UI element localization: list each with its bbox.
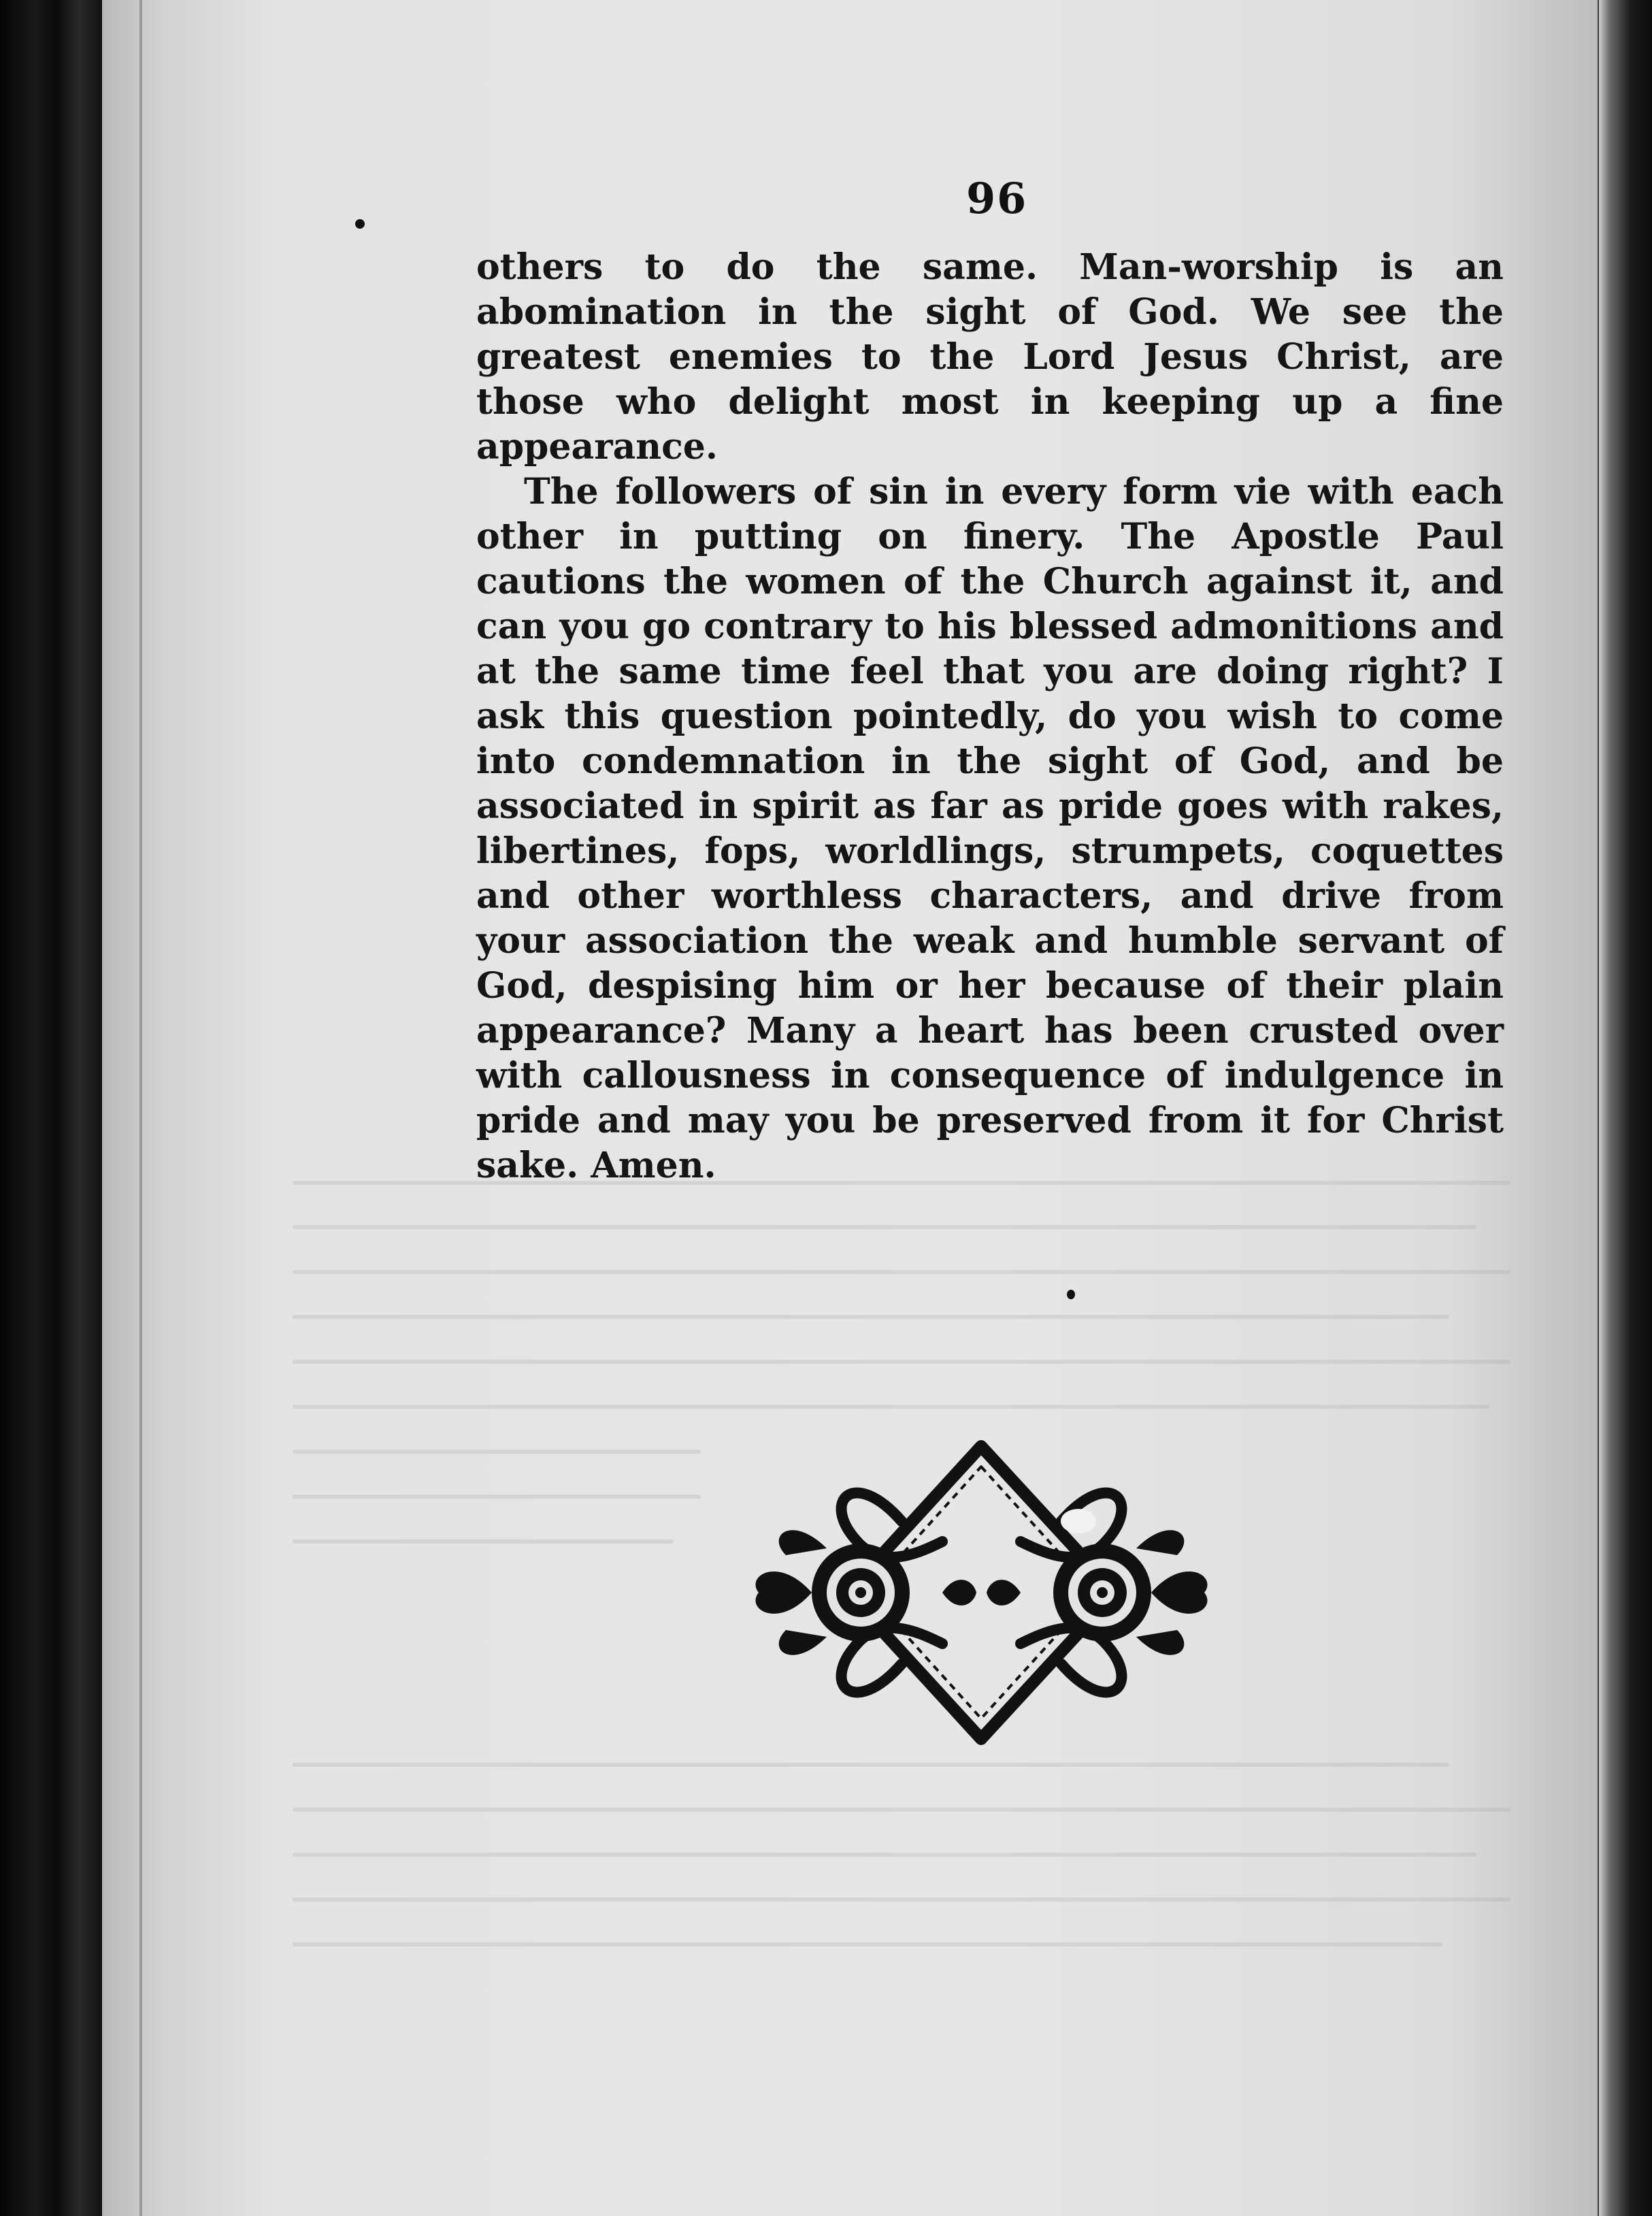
bleed-through-line: [293, 1808, 1510, 1812]
bleed-through-line: [293, 1270, 1510, 1274]
bleed-through-line: [293, 1897, 1510, 1902]
bleed-through-line: [293, 1225, 1476, 1229]
decorative-tailpiece-ornament: [738, 1439, 1225, 1746]
bleed-through-line: [293, 1763, 1449, 1767]
page-number: 96: [966, 174, 1028, 223]
bleed-through-line: [293, 1539, 674, 1544]
bleed-through-line: [293, 1942, 1442, 1946]
bleed-through-line: [293, 1495, 701, 1499]
ink-speck: [355, 219, 365, 229]
paragraph: The followers of sin in every form vie with each other in putting on finery. The Apostle Paul cautions the women of the Church against it, and can you go contrary to his blessed admonitions and at the same time feel that you are doing right? I ask this question pointedly, do you wish to come into condemnation in the sight of God, and be associated in spirit as far as pride goes with rakes, libertines, fops, worldlings, strumpets, coquettes and other worthless characters, and drive from your association the weak and humble servant of God, despising him or her because of their plain appearance? Many a heart has been crusted over with callousness in consequence of indulgence in pride and may you be preserved from it for Christ sake. Amen.: [476, 471, 1504, 1186]
book-spine-shadow: [0, 0, 102, 2216]
page-fold-line: [139, 0, 142, 2216]
bleed-through-line: [293, 1450, 701, 1454]
bleed-through-line: [293, 1405, 1490, 1409]
body-text: [476, 245, 1504, 1188]
right-page-edge-shadow: [1599, 0, 1652, 2216]
bleed-through-line: [293, 1360, 1510, 1364]
ink-speck: [1067, 1290, 1075, 1299]
bleed-through-line: [293, 1853, 1476, 1857]
paragraph-continued: others to do the same. Man-worship is an abomination in the sight of God. We see the greatest enemies to the Lord Jesus Christ, are those who delight most in keeping up a fine appearance.: [476, 246, 1504, 468]
bleed-through-line: [293, 1315, 1449, 1319]
